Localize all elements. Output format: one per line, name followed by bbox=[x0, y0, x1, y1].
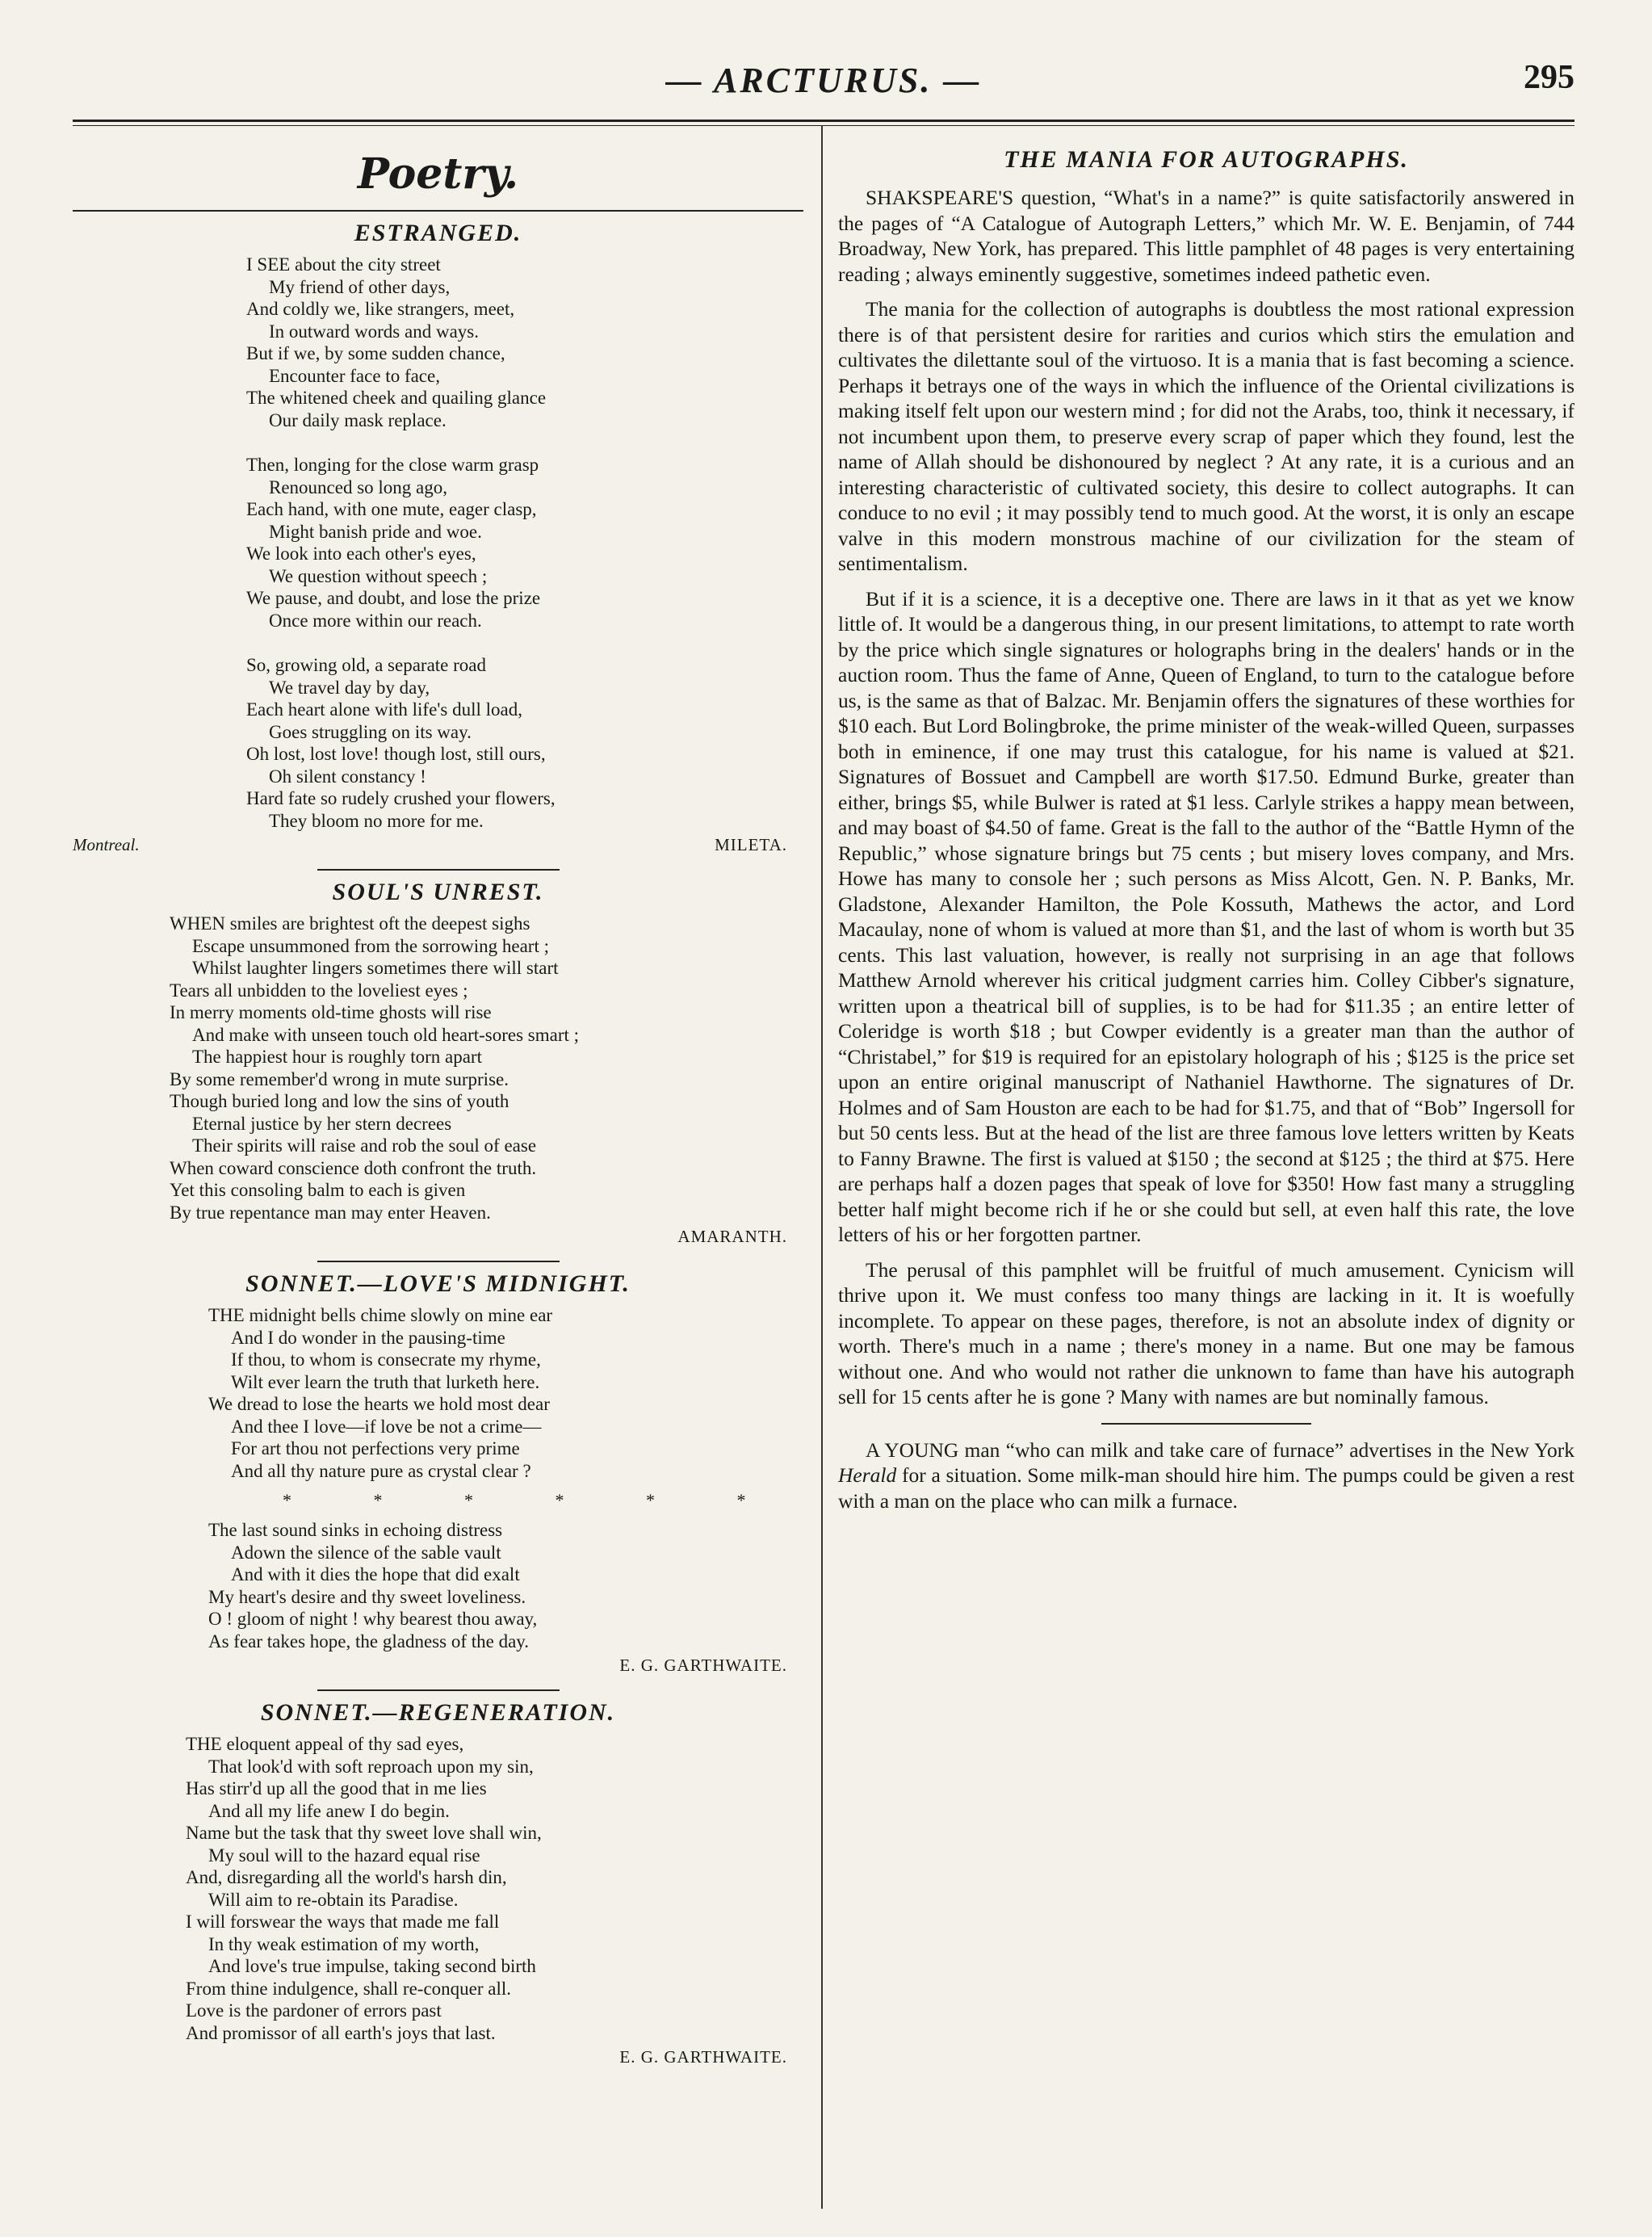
page-header bbox=[73, 50, 1574, 115]
divider bbox=[1101, 1423, 1311, 1425]
poem-line: Their spirits will raise and rob the soul of ease bbox=[192, 1135, 537, 1156]
poem-line: Our daily mask replace. bbox=[269, 409, 447, 430]
poem-line: From thine indulgence, shall re-conquer all. bbox=[186, 1978, 512, 1999]
poem-line: Though buried long and low the sins of youth bbox=[170, 1091, 509, 1111]
column-divider bbox=[821, 125, 823, 2209]
divider bbox=[317, 869, 560, 871]
poem-line: O ! gloom of night ! why bearest thou away, bbox=[208, 1609, 538, 1629]
poem-line: In outward words and ways. bbox=[269, 321, 479, 342]
poem-line: My soul will to the hazard equal rise bbox=[208, 1845, 480, 1866]
poem-line: My heart's desire and thy sweet loveliness. bbox=[208, 1586, 526, 1607]
poem-place: Montreal. bbox=[73, 835, 140, 854]
poem-line: We question without speech ; bbox=[269, 565, 488, 586]
poem-souls-unrest bbox=[73, 879, 803, 1253]
poem-line: The happiest hour is roughly torn apart bbox=[192, 1047, 482, 1067]
poem-line: As fear takes hope, the gladness of the day. bbox=[208, 1631, 530, 1652]
poem-line: In merry moments old-time ghosts will rise bbox=[170, 1002, 492, 1022]
poem-line: By true repentance man may enter Heaven. bbox=[170, 1202, 491, 1223]
header-rule-top bbox=[73, 120, 1574, 122]
poem-line: And love's true impulse, taking second birth bbox=[208, 1956, 536, 1976]
poem-line: My friend of other days, bbox=[269, 276, 451, 297]
poem-line: And all thy nature pure as crystal clear ? bbox=[231, 1460, 531, 1481]
poem-line: I will forswear the ways that made me fall bbox=[186, 1912, 500, 1932]
poem-signature-row bbox=[73, 2047, 803, 2073]
poem-author: E. G. GARTHWAITE. bbox=[619, 1656, 787, 1675]
section-rule bbox=[73, 210, 803, 212]
poem-body bbox=[170, 913, 803, 1223]
poem-author: E. G. GARTHWAITE. bbox=[619, 2047, 787, 2067]
poem-line: Each heart alone with life's dull load, bbox=[246, 699, 523, 720]
lead-word: SHAKSPEARE'S bbox=[866, 186, 1014, 209]
poem-body bbox=[208, 1304, 803, 1482]
poem-title: ESTRANGED. bbox=[354, 220, 522, 246]
poem-signature-row bbox=[73, 1227, 803, 1253]
poem-line: We dread to lose the hearts we hold most dear bbox=[208, 1394, 550, 1414]
poem-regeneration bbox=[73, 1699, 803, 2073]
poem-line: I SEE about the city street bbox=[246, 254, 441, 275]
article-title: THE MANIA FOR AUTOGRAPHS. bbox=[1004, 146, 1409, 173]
divider bbox=[317, 1689, 560, 1691]
newspaper-name: Herald bbox=[838, 1463, 897, 1487]
article-paragraph: But if it is a science, it is a deceptive one. There are laws in it that as yet we know little of. It would be a dangerous thing, in our present limitations, to attempt to rate worth by the price which single signatures or holographs bring in the dealers' hands or in the auction room. Thus the fame of Anne, Queen of England, to turn to the catalogue before us, is the same as that of Balzac. Mr. Benjamin offers the signatures of these worthies for $10 each. But Lord Bolingbroke, the prime minister of the weak-willed Queen, surpasses both in eminence, if one may trust this catalogue, for his name is valued at $21. Signatures of Bossuet and Campbell are worth $17.50. Edmund Burke, greater than either, brings $5, while Bulwer is rated at $1 less. Carlyle strikes a happy mean between, and may boast of $4.50 of fame. Great is the fall to the author of the “Battle Hymn of the Republic,” whose signature brings but 75 cents ; but misery loves company, and Mrs. Howe has many to console her ; such persons as Miss Alcott, Gen. N. P. Banks, Mr. Gladstone, Alexander Hamilton, the Pole Kossuth, Mathews the actor, and Lord Macaulay, none of whom is valued at more than $1, and the last of whom is worth but 35 cents. This last valuation, however, is really not surprising in an age that follows Matthew Arnold wherever his critical judgment carries him. Colley Cibber's signature, written upon a theatrical bill of supplies, is to be had for $11.35 ; an entire letter of Coleridge is worth $18 ; but Cowper evidently is a greater man than the author of “Christabel,” for $19 is required for an epistolary holograph of his ; $125 is the price set upon an entire original manuscript of Nathaniel Hawthorne. The signatures of Dr. Holmes and of Sam Houston are each to be had for $1.75, and that of “Bob” Ingersoll for but 50 cents less. But at the head of the list are three famous love letters written by Keats to Fanny Brawne. The first is valued at $150 ; the second at $125 ; the third at $75. Here are perhaps half a dozen pages that speak of love for $350! How fast many a struggling better half might become rich if he or she could but sell, at even half this rate, the love letters of his or her forgotten partner. bbox=[838, 586, 1574, 1246]
poem-line: We travel day by day, bbox=[269, 677, 430, 698]
poem-line: Yet this consoling balm to each is given bbox=[170, 1180, 466, 1200]
poem-body bbox=[186, 1733, 803, 2044]
poem-line: They bloom no more for me. bbox=[269, 810, 484, 831]
poem-line: If thou, to whom is consecrate my rhyme, bbox=[231, 1349, 541, 1370]
stanza-break bbox=[246, 431, 803, 454]
poem-line: Oh silent constancy ! bbox=[269, 766, 426, 787]
poem-line: Tears all unbidden to the loveliest eyes ; bbox=[170, 980, 468, 1001]
ad-text: for a situation. Some milk-man should hire him. The pumps could be given a rest with a man on the place who can milk a furnace. bbox=[838, 1463, 1575, 1513]
poem-line: Goes struggling on its way. bbox=[269, 721, 472, 742]
poem-line: And coldly we, like strangers, meet, bbox=[246, 299, 515, 319]
poem-title: SONNET.—REGENERATION. bbox=[260, 1699, 616, 1726]
poem-line: Encounter face to face, bbox=[269, 365, 440, 386]
article-column bbox=[838, 141, 1574, 1523]
poem-line: WHEN smiles are brightest oft the deepest sighs bbox=[170, 913, 530, 934]
paragraph-text: question, “What's in a name?” is quite satisfactorily answered in the pages of “A Catalogue of Autograph Letters,” which Mr. W. E. Benjamin, of 744 Broadway, New York, has prepared. This little pamphlet of 48 pages is very entertaining reading ; always eminently suggestive, sometimes indeed pathetic even. bbox=[838, 186, 1574, 286]
poem-line: We pause, and doubt, and lose the prize bbox=[246, 588, 541, 608]
poem-line: And I do wonder in the pausing-time bbox=[231, 1327, 505, 1348]
poem-line: And, disregarding all the world's harsh din, bbox=[186, 1867, 507, 1887]
header-rule-bottom bbox=[73, 125, 1574, 126]
article-paragraph: The perusal of this pamphlet will be fruitful of much amusement. Cynicism will thrive upon it. We must confess too many things are lacking in it. It is woefully incomplete. To appear on these pages, therefore, is not an absolute index of dignity or worth. There's much in a name ; there's money in a name. But one may be famous without one. And who would not rather die unknown to fame than have his autograph sell for 15 cents after he is gone ? Many with names are but nominally famous. bbox=[838, 1257, 1574, 1408]
poem-line: But if we, by some sudden chance, bbox=[246, 343, 505, 363]
poem-line: When coward conscience doth confront the truth. bbox=[170, 1157, 537, 1178]
ad-text: man “who can milk and take care of furnace” advertises in the New York bbox=[964, 1437, 1574, 1462]
poem-line: And promissor of all earth's joys that last. bbox=[186, 2022, 496, 2043]
poem-line: Love is the pardoner of errors past bbox=[186, 2000, 442, 2021]
page-number: 295 bbox=[1524, 59, 1574, 96]
poem-line: Eternal justice by her stern decrees bbox=[192, 1113, 452, 1134]
poem-body bbox=[246, 254, 803, 832]
poem-line: Adown the silence of the sable vault bbox=[231, 1542, 501, 1563]
poem-title: SOUL'S UNREST. bbox=[332, 879, 544, 905]
article-paragraph bbox=[838, 185, 1574, 287]
poem-line: For art thou not perfections very prime bbox=[231, 1438, 520, 1458]
poem-line: And with it dies the hope that did exalt bbox=[231, 1564, 520, 1584]
poem-line: We look into each other's eyes, bbox=[246, 544, 476, 564]
poem-line: Hard fate so rudely crushed your flowers, bbox=[246, 788, 556, 808]
poem-line: Oh lost, lost love! though lost, still ours, bbox=[246, 744, 546, 764]
poem-line: And make with unseen touch old heart-sores smart ; bbox=[192, 1024, 580, 1045]
lead-word: A YOUNG bbox=[866, 1437, 959, 1462]
poem-signature-row bbox=[73, 1656, 803, 1681]
poem-line: That look'd with soft reproach upon my sin, bbox=[208, 1756, 534, 1777]
poem-line: The whitened cheek and quailing glance bbox=[246, 388, 547, 408]
poem-line: The last sound sinks in echoing distress bbox=[208, 1520, 503, 1540]
poem-signature-row bbox=[73, 835, 803, 861]
poem-line: Escape unsummoned from the sorrowing heart ; bbox=[192, 935, 549, 956]
poem-line: Renounced so long ago, bbox=[269, 476, 448, 497]
poem-line: Name but the task that thy sweet love shall win, bbox=[186, 1823, 542, 1843]
poem-body bbox=[208, 1519, 803, 1652]
poem-line: Whilst laughter lingers sometimes there will start bbox=[192, 958, 559, 978]
poem-line: Then, longing for the close warm grasp bbox=[246, 455, 539, 475]
poetry-column bbox=[73, 141, 803, 2073]
poem-line: Might banish pride and woe. bbox=[269, 521, 482, 542]
poem-line: THE midnight bells chime slowly on mine ear bbox=[208, 1305, 553, 1325]
poem-estranged bbox=[73, 220, 803, 861]
poem-line: And thee I love—if love be not a crime— bbox=[231, 1416, 542, 1437]
poem-line: By some remember'd wrong in mute surprise. bbox=[170, 1068, 509, 1089]
poem-line: In thy weak estimation of my worth, bbox=[208, 1933, 480, 1954]
poem-line: Once more within our reach. bbox=[269, 610, 482, 631]
stanza-break bbox=[246, 632, 803, 654]
section-heading: Poetry. bbox=[357, 149, 519, 199]
divider bbox=[317, 1261, 560, 1262]
article-paragraph: The mania for the collection of autographs is doubtless the most rational expression there is of that persistent desire for rarities and curios which stirs the emulation and cultivates the dilettante soul of the virtuoso. It is a mania that is fast becoming a science. Perhaps it betrays one of the ways in which the influence of the Oriental civilizations is making itself felt upon our western mind ; for did not the Arabs, too, think it necessary, if not incumbent upon them, to preserve every scrap of paper which they found, lest the name of Allah should be dishonoured by neglect ? At any rate, it is a curious and an interesting characteristic of cultivated society, this desire to collect autographs. It can conduce to no evil ; it may possibly tend to much good. At the worst, it is only an escape valve in this modern monstrous machine of our civilization for the steam of sentimentalism. bbox=[838, 297, 1574, 575]
advertisement-note bbox=[838, 1437, 1574, 1514]
section-stars: * * * * * * bbox=[283, 1490, 785, 1510]
poem-title: SONNET.—LOVE'S MIDNIGHT. bbox=[245, 1270, 631, 1297]
poem-line: Has stirr'd up all the good that in me lies bbox=[186, 1778, 487, 1798]
poem-loves-midnight bbox=[73, 1270, 803, 1681]
poem-line: Each hand, with one mute, eager clasp, bbox=[246, 499, 537, 519]
poem-author: AMARANTH. bbox=[677, 1227, 787, 1246]
poem-line: So, growing old, a separate road bbox=[246, 655, 487, 675]
poem-line: Wilt ever learn the truth that lurketh here. bbox=[231, 1371, 540, 1392]
journal-title: — ARCTURUS. — bbox=[665, 61, 982, 100]
poem-line: THE eloquent appeal of thy sad eyes, bbox=[186, 1734, 464, 1754]
poem-author: MILETA. bbox=[715, 835, 787, 854]
poem-line: Will aim to re-obtain its Paradise. bbox=[208, 1889, 459, 1910]
poem-line: And all my life anew I do begin. bbox=[208, 1800, 450, 1821]
